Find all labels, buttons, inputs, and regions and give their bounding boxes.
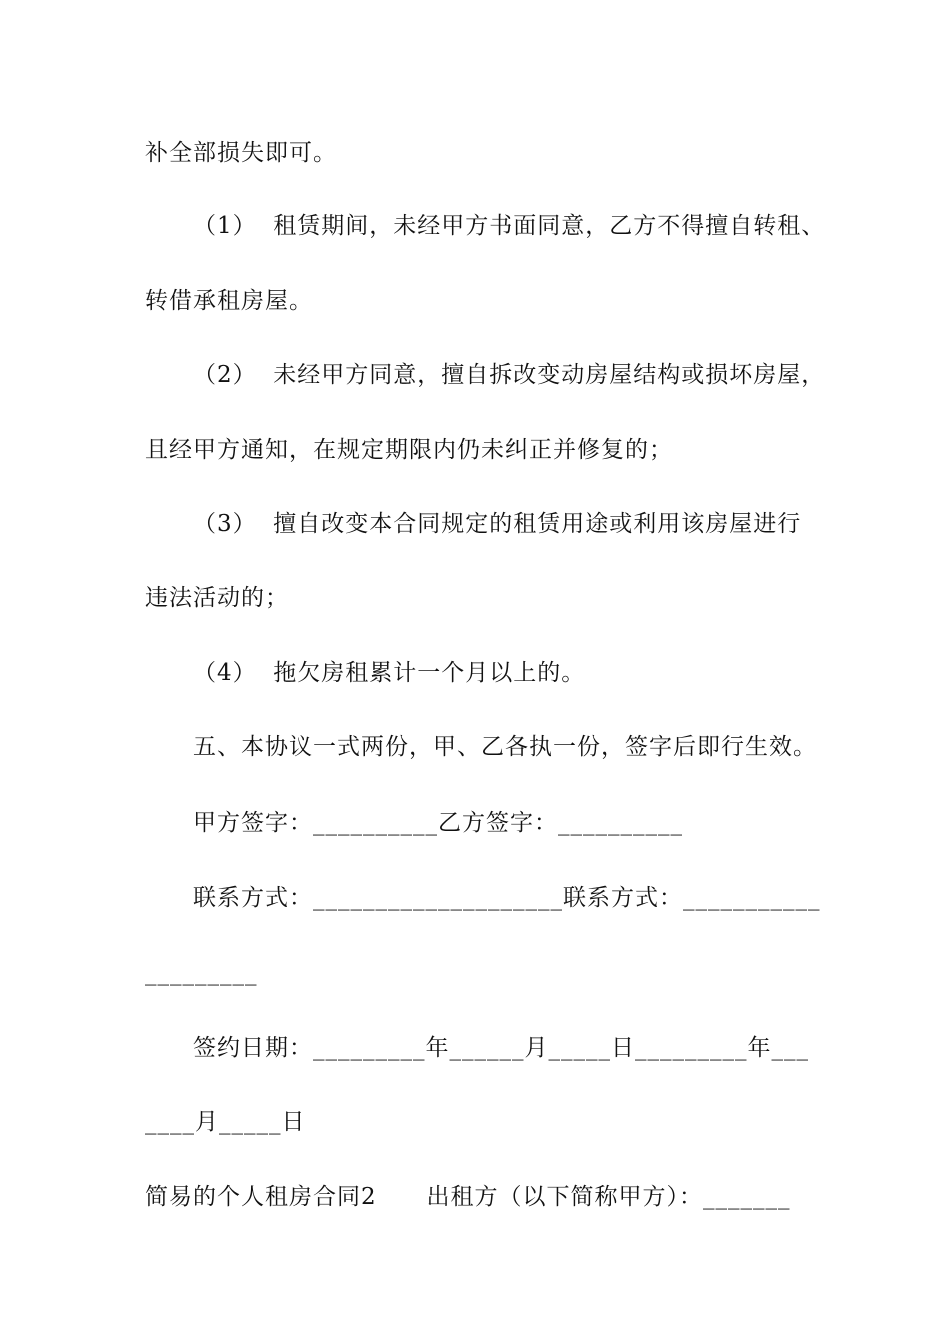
text-line: 五、本协议一式两份，甲、乙各执一份，签字后即行生效。 xyxy=(193,734,817,760)
text-line: 且经甲方通知，在规定期限内仍未纠正并修复的； xyxy=(145,437,673,463)
text-line: （1） 租赁期间，未经甲方书面同意，乙方不得擅自转租、 xyxy=(193,213,826,239)
section-heading-line: 简易的个人租房合同2 出租方（以下简称甲方）：_______ xyxy=(145,1184,791,1210)
contact-line: 联系方式：____________________联系方式：___________ xyxy=(193,885,821,911)
contact-line-continued: _________ xyxy=(145,960,258,986)
signature-line: 甲方签字：__________乙方签字：__________ xyxy=(193,810,683,836)
text-line: （4） 拖欠房租累计一个月以上的。 xyxy=(193,660,586,686)
date-line-continued: ____月_____日 xyxy=(145,1109,306,1135)
text-line: 违法活动的； xyxy=(145,585,289,611)
text-line: （3） 擅自改变本合同规定的租赁用途或利用该房屋进行 xyxy=(193,511,802,537)
text-line: （2） 未经甲方同意，擅自拆改变动房屋结构或损坏房屋， xyxy=(193,362,826,388)
text-line: 转借承租房屋。 xyxy=(145,288,313,314)
text-line: 补全部损失即可。 xyxy=(145,140,337,166)
date-line: 签约日期：_________年______月_____日_________年___ xyxy=(193,1035,809,1061)
